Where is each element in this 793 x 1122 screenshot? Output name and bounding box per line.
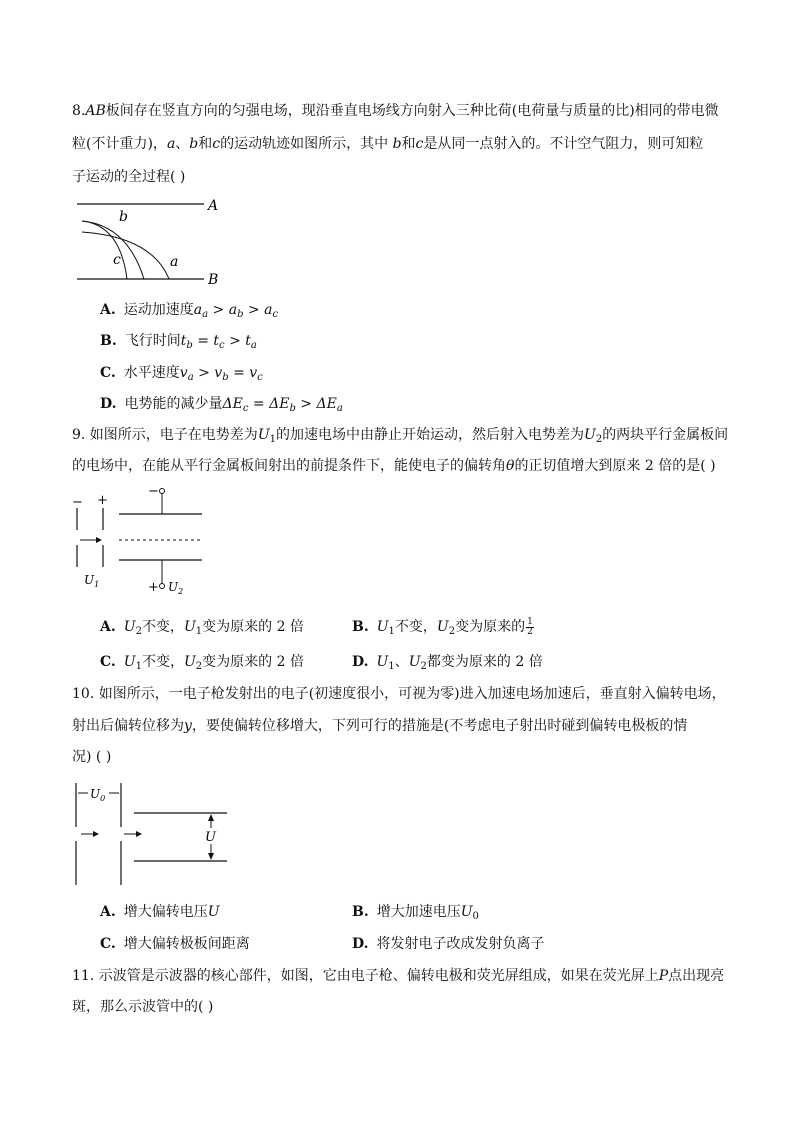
- q8-option-d[interactable]: D. 电势能的减少量$\Delta E_c = \Delta E_b > \Delta E_a$: [100, 396, 343, 414]
- U2-label: $U_2$: [168, 580, 184, 596]
- U-arrow-up: [208, 814, 214, 821]
- U-arrow-down: [208, 853, 214, 860]
- q9-line-2: 的电场中，在能从平行金属板间射出的前提条件下，能使电子的偏转角θ的正切值增大到原来 2 倍的是( ): [72, 458, 716, 474]
- q11-line-2: 斑，那么示波管中的( ): [72, 999, 214, 1015]
- trajectory-b: [82, 221, 144, 279]
- q8-line-1: 8.AB板间存在竖直方向的匀强电场，现沿垂直电场线方向射入三种比荷(电荷量与质量的比)相同的带电微: [72, 103, 719, 119]
- q9-option-d[interactable]: D. $U_1$、$U_2$都变为原来的 2 倍: [352, 654, 543, 672]
- q9-option-a[interactable]: A. $U_2$不变，$U_1$变为原来的 2 倍: [100, 619, 304, 637]
- arrow-1-head: [93, 831, 99, 837]
- q10-option-c[interactable]: C. 增大偏转极板间距离: [100, 936, 250, 952]
- q10-line-1: 10. 如图所示，一电子枪发射出的电子(初速度很小，可视为零)进入加速电场加速后，垂直射入偏转电场，: [72, 686, 726, 702]
- q10-line-2: 射出后偏转位移为y，要使偏转位移增大，下列可行的措施是(不考虑电子射出时碰到偏转电极板的情: [72, 718, 688, 734]
- q10-option-d[interactable]: D. 将发射电子改成发射负离子: [352, 936, 545, 952]
- q8-trajectory-figure: [72, 195, 232, 290]
- q9-option-b[interactable]: B. $U_1$不变，$U_2$变为原来的 $\frac{1}{2}$: [352, 616, 533, 637]
- lower-terminal: [160, 584, 165, 589]
- arrow-head: [96, 537, 102, 543]
- U-label: U: [205, 830, 216, 845]
- plus-sign-bottom: +: [148, 580, 159, 595]
- q9-circuit-figure: [72, 483, 222, 603]
- q11-line-1: 11. 示波管是示波器的核心部件，如图，它由电子枪、偏转电极和荧光屏组成，如果在荧光屏上P点出现亮: [72, 968, 725, 984]
- q10-line-3: 况) ( ): [72, 749, 112, 765]
- label-a: a: [170, 254, 179, 270]
- q8-line-3: 子运动的全过程( ): [72, 169, 186, 185]
- label-b: b: [119, 209, 128, 225]
- arrow-2-head: [136, 831, 142, 837]
- plus-sign-left: +: [97, 493, 108, 508]
- U1-label: $U_1$: [84, 573, 100, 589]
- q8-option-a[interactable]: A. 运动加速度$a_a > a_b > a_c$: [100, 302, 279, 320]
- q10-electron-gun-figure: [72, 783, 232, 888]
- q9-option-c[interactable]: C. $U_1$不变，$U_2$变为原来的 2 倍: [100, 654, 304, 672]
- q10-option-b[interactable]: B. 增大加速电压$U_0$: [352, 904, 479, 922]
- q8-line-2: 粒(不计重力)，a、b和c的运动轨迹如图所示，其中 b和c是从同一点射入的。不计空气阻力，则可知粒: [72, 136, 704, 152]
- label-c: c: [113, 252, 121, 268]
- label-B: B: [208, 272, 219, 288]
- upper-terminal: [160, 489, 165, 494]
- q10-option-a[interactable]: A. 增大偏转电压U: [100, 904, 220, 920]
- minus-sign-left: −: [72, 495, 83, 510]
- q9-line-1: 9. 如图所示，电子在电势差为$U_1$的加速电场中由静止开始运动，然后射入电势差为$U_2$的两块平行金属板间: [72, 427, 729, 445]
- trajectory-c: [82, 221, 127, 279]
- q8-option-c[interactable]: C. 水平速度$v_a > v_b = v_c$: [100, 365, 263, 383]
- U0-label: $U_0$: [90, 787, 106, 803]
- minus-sign-top: −: [148, 484, 159, 499]
- q8-option-b[interactable]: B. 飞行时间$t_b = t_c > t_a$: [100, 333, 257, 351]
- label-A: A: [208, 198, 219, 214]
